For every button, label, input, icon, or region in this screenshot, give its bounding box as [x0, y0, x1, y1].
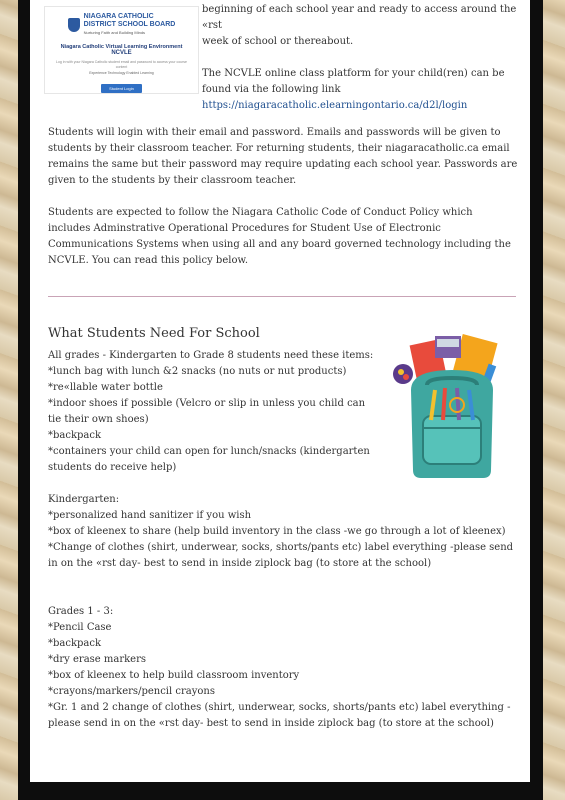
ncvle-login-link[interactable]: https://niagaracatholic.elearningontario.ca/d2l/login — [202, 100, 468, 111]
login-paragraph: Students will login with their email and password. Emails and passwords will be given to students by their classroom teacher. For returning students, their niagaracatholic.ca email remains the same but their password may require updating each school year. Passwords are given to the students by their classroom teacher. — [48, 127, 518, 186]
list-item: *box of kleenex to help build classroom inventory — [48, 670, 300, 681]
section-divider — [48, 296, 516, 297]
list-item: *Pencil Case — [48, 622, 112, 633]
right-frame-border — [530, 0, 543, 800]
platform-text: The NCVLE online class platform for your child(ren) can be found via the following link — [202, 68, 505, 95]
list-item: *re«llable water bottle — [48, 382, 163, 393]
list-item: *box of kleenex to share (help build inventory in the class -we go through a lot of kleenex) — [48, 526, 506, 537]
grades-1-3-list — [48, 604, 518, 732]
student-login-button: Student Login — [101, 84, 142, 93]
list-item: *crayons/markers/pencil crayons — [48, 686, 215, 697]
crest-icon — [68, 18, 80, 32]
ncvle-banner-image — [44, 6, 199, 94]
newsletter-page — [30, 0, 530, 782]
intro-text: beginning of each school year and ready to access around the «rst week of school or thereabout. The NCVLE online class platform for your child(ren) can be found via the following link https://niagaracatholic.elearningontario.ca/d2l/login — [202, 2, 522, 114]
list-item: *personalized hand sanitizer if you wish — [48, 510, 252, 521]
banner-fine-print-2: Experience Technology Enabled Learning — [89, 71, 154, 75]
vle-title: Niagara Catholic Virtual Learning Environment — [60, 44, 183, 50]
list-item: Kindergarten: — [48, 494, 120, 505]
list-item: *containers your child can open for lunch/snacks (kindergarten students do receive help) — [48, 446, 373, 473]
policy-paragraph: Students are expected to follow the Niagara Catholic Code of Conduct Policy which includes Adminstrative Operational Procedures for Student Use of Electronic Communications Systems when using all and any board governed technology including the NCVLE. You can read this policy below. — [48, 207, 511, 266]
kindergarten-list — [48, 492, 518, 572]
list-item: Grades 1 - 3: — [48, 606, 114, 617]
list-item: *backpack — [48, 638, 102, 649]
board-brand: NIAGARA CATHOLIC DISTRICT SCHOOL BOARD Nurturing Faith and Building Minds — [83, 13, 176, 35]
needs-heading: What Students Need For School — [48, 326, 260, 341]
backpack-supplies-icon — [387, 330, 517, 480]
list-item: *Change of clothes (shirt, underwear, socks, shorts/pants etc) label everything -please send in on the «rst day- best to send in inside ziplock bag (to store at the school) — [48, 542, 517, 569]
list-item: *indoor shoes if possible (Velcro or slip in unless you child can tie their own shoes) — [48, 398, 369, 425]
bottom-frame-border — [18, 782, 543, 800]
vle-abbr: NCVLE — [111, 50, 132, 56]
banner-fine-print: Log in with your Niagara Catholic student email and password to access your course content — [56, 60, 187, 69]
list-item: *backpack — [48, 430, 102, 441]
list-item: *dry erase markers — [48, 654, 147, 665]
list-item: All grades - Kindergarten to Grade 8 students need these items: — [48, 350, 374, 361]
list-item: *Gr. 1 and 2 change of clothes (shirt, underwear, socks, shorts/pants etc) label everything -please send in on the «rst day- best to send in inside ziplock bag (to store at the school) — [48, 702, 511, 729]
left-frame-border — [18, 0, 30, 800]
list-item: *lunch bag with lunch &2 snacks (no nuts or nut products) — [48, 366, 347, 377]
all-grades-list — [48, 348, 378, 476]
